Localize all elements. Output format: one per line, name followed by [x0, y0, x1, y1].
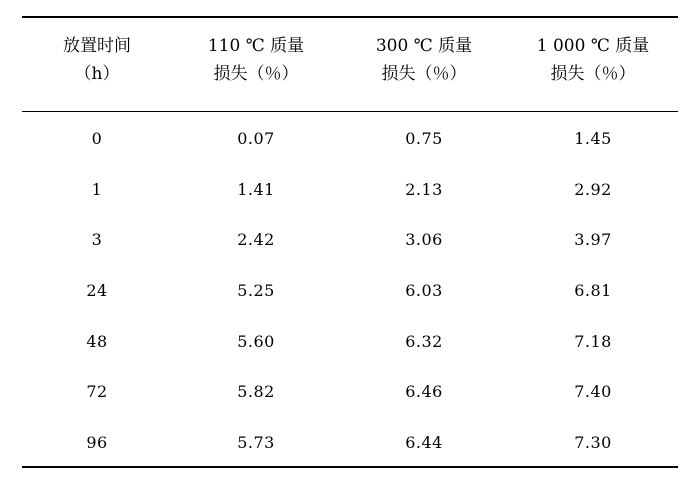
- column-header-300c-line1: 300 ℃ 质量: [375, 36, 473, 56]
- table-header-row: [22, 18, 678, 113]
- cell-1000c: 1.45: [574, 128, 612, 148]
- column-header-300c: [340, 18, 508, 113]
- cell-300c: 0.75: [405, 128, 443, 148]
- cell-1000c: 2.92: [574, 179, 612, 199]
- cell-time: 48: [86, 331, 108, 351]
- table-row: [22, 366, 678, 417]
- mass-loss-table: [22, 18, 678, 468]
- cell-time: 3: [91, 230, 103, 250]
- cell-110c: 5.73: [237, 432, 275, 452]
- table-body: [22, 113, 678, 468]
- cell-time: 0: [91, 128, 103, 148]
- column-header-1000c-line1: 1 000 ℃ 质量: [536, 36, 650, 56]
- cell-110c: 1.41: [237, 179, 275, 199]
- column-header-1000c: [508, 18, 678, 113]
- table-row: [22, 214, 678, 265]
- cell-300c: 6.46: [405, 382, 443, 402]
- column-header-1000c-line2: 损失（％）: [550, 64, 636, 84]
- cell-1000c: 7.30: [574, 432, 612, 452]
- cell-300c: 3.06: [405, 230, 443, 250]
- cell-300c: 6.03: [405, 280, 443, 300]
- table-bottom-rule: [22, 466, 678, 468]
- cell-1000c: 3.97: [574, 230, 612, 250]
- cell-110c: 5.60: [237, 331, 275, 351]
- column-header-110c: [172, 18, 340, 113]
- table-head: [22, 18, 678, 113]
- cell-300c: 6.32: [405, 331, 443, 351]
- cell-110c: 5.82: [237, 382, 275, 402]
- column-header-110c-line1: 110 ℃ 质量: [207, 36, 305, 56]
- cell-300c: 2.13: [405, 179, 443, 199]
- cell-time: 1: [91, 179, 103, 199]
- table-header-rule: [22, 111, 678, 112]
- column-header-time: [22, 18, 172, 113]
- column-header-time-line1: 放置时间: [63, 36, 131, 56]
- table-row: [22, 316, 678, 367]
- table-row: [22, 417, 678, 468]
- column-header-time-line2: （h）: [74, 64, 120, 84]
- cell-time: 72: [86, 382, 108, 402]
- cell-time: 24: [86, 280, 108, 300]
- cell-110c: 0.07: [237, 128, 275, 148]
- table-top-rule: [22, 16, 678, 18]
- cell-time: 96: [86, 432, 108, 452]
- cell-1000c: 7.18: [574, 331, 612, 351]
- cell-1000c: 6.81: [574, 280, 612, 300]
- table-row: [22, 265, 678, 316]
- table-row: [22, 113, 678, 164]
- column-header-110c-line2: 损失（％）: [213, 64, 299, 84]
- cell-1000c: 7.40: [574, 382, 612, 402]
- cell-110c: 5.25: [237, 280, 275, 300]
- cell-300c: 6.44: [405, 432, 443, 452]
- column-header-300c-line2: 损失（％）: [381, 64, 467, 84]
- cell-110c: 2.42: [237, 230, 275, 250]
- table-row: [22, 164, 678, 215]
